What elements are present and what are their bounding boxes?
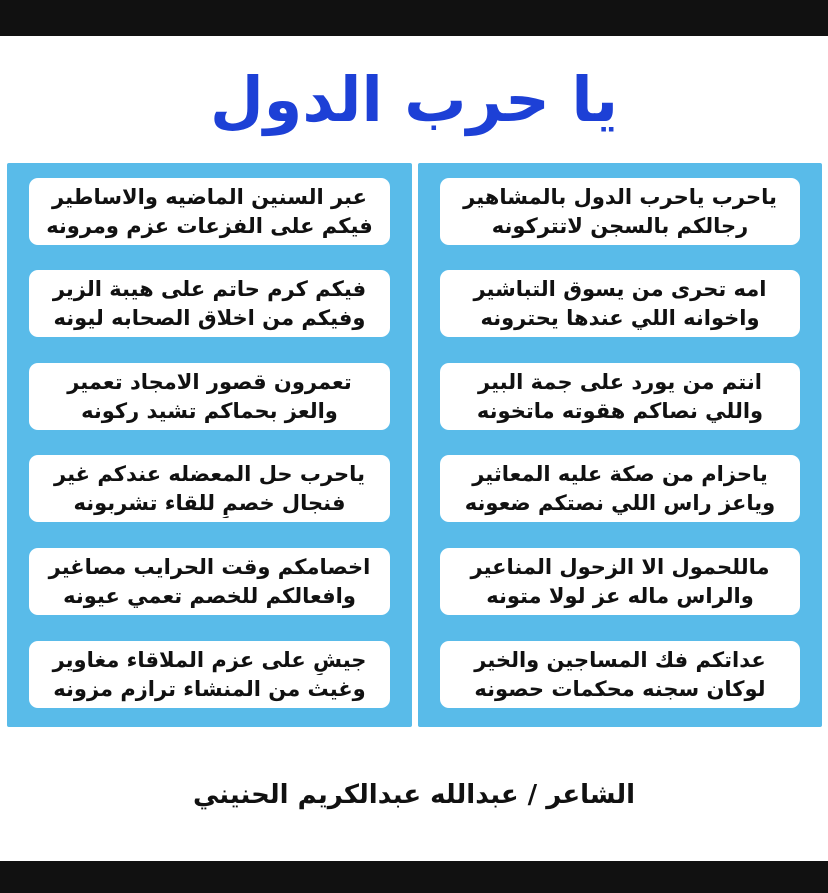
verse-line: والراس ماله عز لولا متونه bbox=[486, 583, 754, 608]
verse-line: اخصامكم وقت الحرايب مصاغير bbox=[48, 554, 371, 579]
left-verse-panel bbox=[7, 163, 412, 727]
verse-line: عداتكم فك المساجين والخير bbox=[474, 647, 766, 672]
verse-line: واللي نصاكم هقوته ماتخونه bbox=[476, 398, 764, 423]
verse-card-left-4 bbox=[29, 455, 390, 522]
verse-line: ماللحمول الا الزحول المناعير bbox=[470, 554, 770, 579]
verse-card-left-2 bbox=[29, 270, 390, 337]
verse-line: تعمرون قصور الامجاد تعمير bbox=[67, 369, 352, 394]
verse-line: لوكان سجنه محكمات حصونه bbox=[474, 676, 766, 701]
verse-line: عبر السنين الماضيه والاساطير bbox=[52, 184, 367, 209]
verse-line: فيكم كرم حاتم على هيبة الزير bbox=[52, 276, 367, 301]
page-title: يا حرب الدول bbox=[210, 63, 618, 136]
verse-card-right-3 bbox=[440, 363, 800, 430]
verse-card-right-1 bbox=[440, 178, 800, 245]
verse-line: انتم من يورد على جمة البير bbox=[478, 369, 762, 394]
author-credit: الشاعر / عبدالله عبدالكريم الحنيني bbox=[192, 780, 636, 810]
verse-line: رجالكم بالسجن لاتتركونه bbox=[491, 213, 749, 238]
verse-card-left-3 bbox=[29, 363, 390, 430]
verse-card-left-1 bbox=[29, 178, 390, 245]
verse-line: وغيث من المنشاء ترازم مزونه bbox=[53, 676, 366, 701]
verse-line: امه تحرى من يسوق التباشير bbox=[473, 276, 767, 301]
verse-card-right-5 bbox=[440, 548, 800, 615]
verse-line: وفيكم من اخلاق الصحابه ليونه bbox=[53, 305, 366, 330]
right-verse-panel bbox=[418, 163, 822, 727]
verse-line: فيكم على الفزعات عزم ومرونه bbox=[46, 213, 373, 238]
verse-line: جيشٍ على عزم الملاقاء مغاوير bbox=[52, 647, 367, 672]
verse-card-left-5 bbox=[29, 548, 390, 615]
verse-card-right-2 bbox=[440, 270, 800, 337]
verse-line: ياحزام من صكة عليه المعاثير bbox=[472, 461, 768, 486]
verse-line: ياحرب حل المعضله عندكم غير bbox=[54, 461, 365, 486]
verse-line: والعز بحماكم تشيد ركونه bbox=[81, 398, 338, 423]
verse-line: وياعز راس اللي نصتكم ضعونه bbox=[464, 490, 776, 515]
verse-line: ياحرب ياحرب الدول بالمشاهير bbox=[463, 184, 777, 209]
top-black-bar bbox=[0, 0, 828, 36]
verse-card-right-6 bbox=[440, 641, 800, 708]
verse-line: واخوانه اللي عندها يحترونه bbox=[480, 305, 760, 330]
verse-line: فنجال خصمٍ للقاء تشربونه bbox=[73, 490, 346, 515]
verse-line: وافعالكم للخصم تعمي عيونه bbox=[63, 583, 356, 608]
bottom-black-bar bbox=[0, 861, 828, 893]
verse-card-left-6 bbox=[29, 641, 390, 708]
verse-card-right-4 bbox=[440, 455, 800, 522]
